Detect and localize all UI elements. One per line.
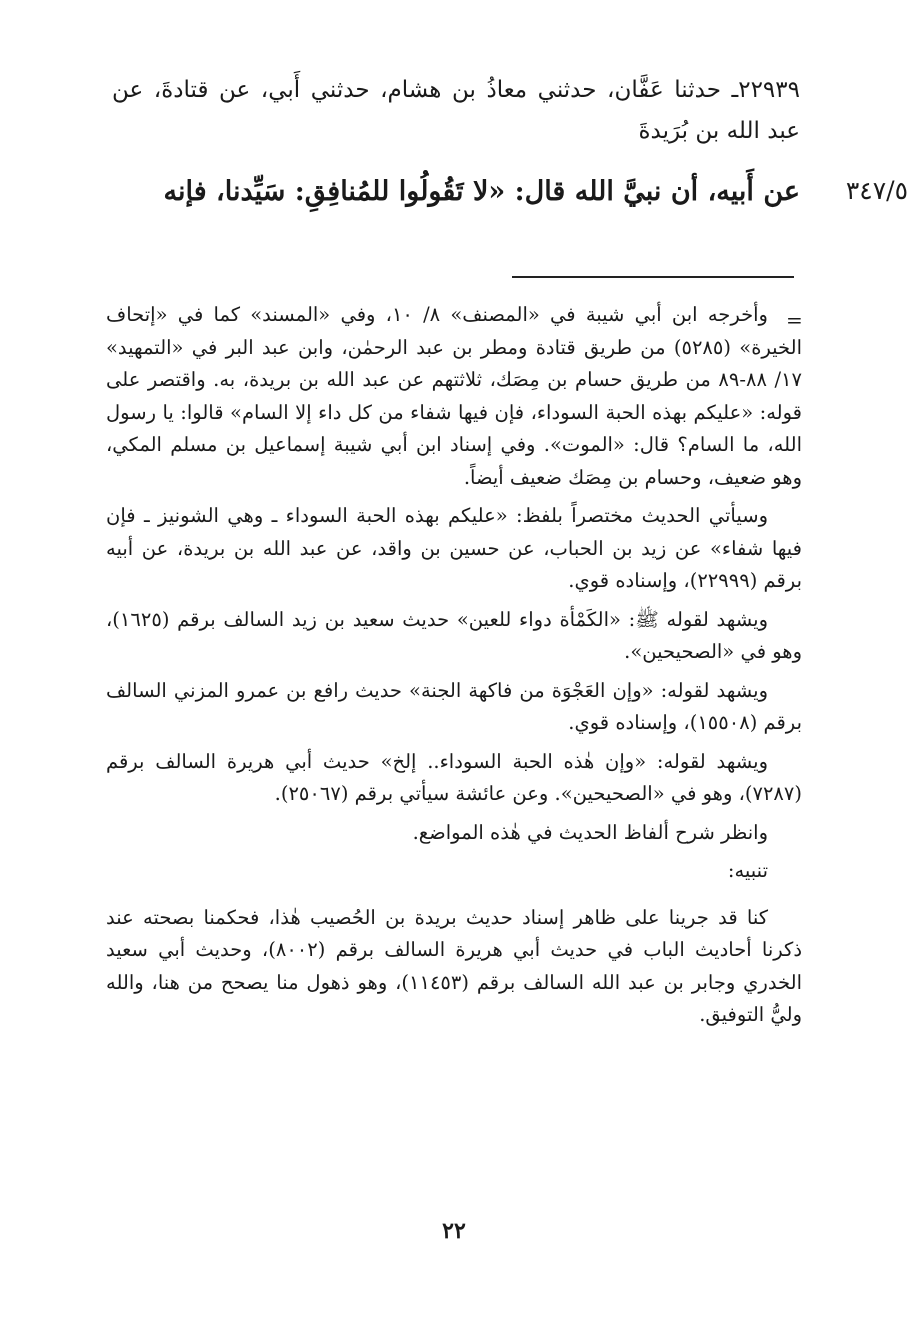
footnote-continuation-mark: = (786, 308, 803, 332)
footnote-paragraph: ويشهد لقوله: «وإن العَجْوَة من فاكهة الجنة» حديث رافع بن عمرو المزني السالف برقم (١٥٥٠٨)، وإسناده قوي. (106, 678, 802, 734)
footnote-paragraph: وسيأتي الحديث مختصراً بلفظ: «عليكم بهذه الحبة السوداء ـ وهي الشونيز ـ فإن فيها شفاء» عن زيد بن الحباب، عن حسين بن واقد، عن عبد الله بن بريدة، عن أبيه برقم (٢٢٩٩٩)، وإسناده قوي. (106, 504, 802, 592)
footnote-paragraph: وانظر شرح ألفاظ الحديث في هٰذه المواضع. (412, 820, 768, 844)
tanbih-text: كنا قد جرينا على ظاهر إسناد حديث بريدة بن الحُصيب هٰذا، فحكمنا بصحته عند ذكرنا أحاديث الباب في حديث أبي هريرة السالف برقم (٨٠٠٢)، وحديث أبي سعيد الخدري وجابر بن عبد الله السالف برقم (١١٤٥٣)، وهو ذهول منا يصحح من هنا، والله وليُّ التوفيق. (106, 905, 803, 1026)
hadith-text: عن أَبيه، أن نبيَّ الله قال: «لا تَقُولُوا للمُنافِقِ: سَيِّدنا، فإنه (163, 176, 800, 207)
page-number: ٢٢ (442, 1218, 466, 1244)
margin-reference: ٣٤٧/٥ (845, 176, 908, 205)
hadith-chain: ٢٢٩٣٩ـ حدثنا عَفَّان، حدثني معاذُ بن هشام، حدثني أَبي، عن قتادةَ، عن عبد الله بن بُرَيدةَ (112, 77, 800, 144)
footnote-paragraph: وأخرجه ابن أبي شيبة في «المصنف» ٨/ ١٠، وفي «المسند» كما في «إتحاف الخيرة» (٥٢٨٥) من طريق قتادة ومطر بن عبد الرحمٰن، وابن عبد البر في «التمهيد» ١٧/ ٨٨-٨٩ من طريق حسام بن مِصَك، ثلاثتهم عن عبد الله بن بريدة، به. واقتصر على قوله: «عليكم بهذه الحبة السوداء، فإن فيها شفاء من كل داء إلا السام» قالوا: يا رسول الله، ما السام؟ قال: «الموت». وفي إسناد ابن أبي شيبة إسماعيل بن مسلم المكي، وهو ضعيف، وحسام بن مِصَك ضعيف أيضاً. (106, 303, 803, 489)
footnote-paragraph: ويشهد لقوله ﷺ: «الكَمْأة دواء للعين» حديث سعيد بن زيد السالف برقم (١٦٢٥)، وهو في «الصحيحين». (106, 607, 802, 663)
tanbih-heading: تنبيه: (727, 859, 768, 882)
footnote-paragraph: ويشهد لقوله: «وإن هٰذه الحبة السوداء.. إلخ» حديث أبي هريرة السالف برقم (٧٢٨٧)، وهو في «الصحيحين». وعن عائشة سيأتي برقم (٢٥٠٦٧). (106, 749, 802, 805)
footnote-divider (512, 276, 794, 278)
hadith-heading (112, 70, 800, 152)
footnotes (106, 299, 802, 1038)
